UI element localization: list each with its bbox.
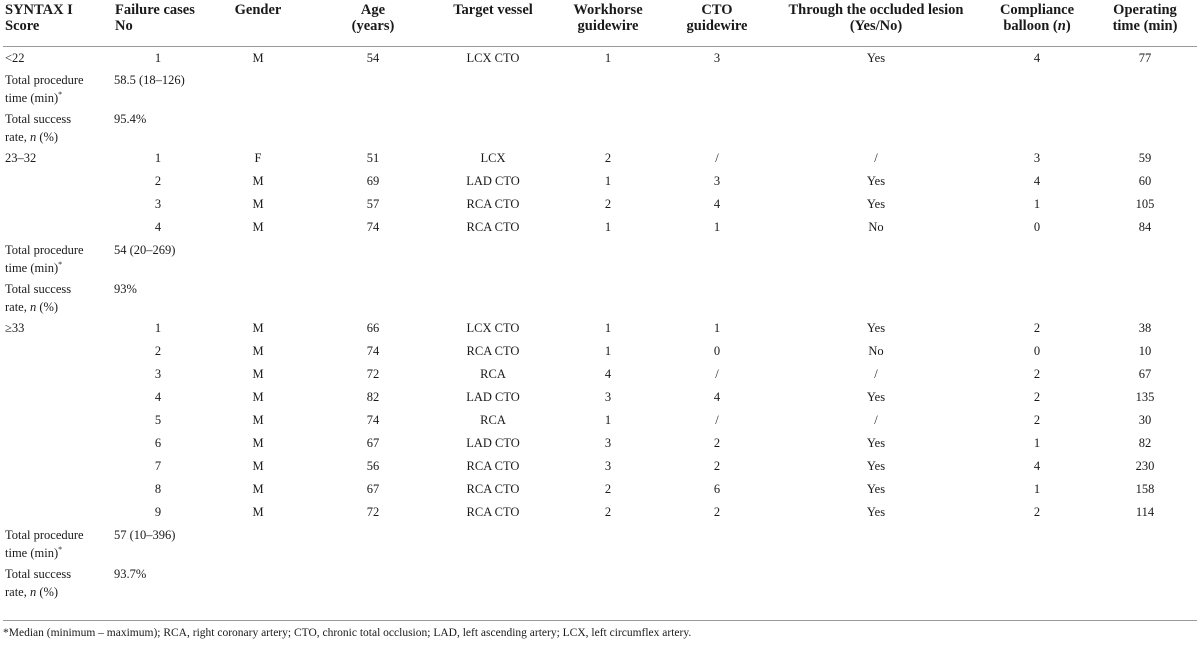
cell-cto-guidewire: / — [715, 367, 719, 381]
cell-case-no: 5 — [154, 413, 162, 427]
table-row — [3, 501, 1197, 524]
cell-syntax-score — [3, 363, 113, 386]
cell-age: 54 — [366, 50, 380, 65]
cell-syntax-score — [3, 216, 113, 239]
table-footnote: *Median (minimum – maximum); RCA, right coronary artery; CTO, chronic total occlusion; LAD, left ascending artery; LCX, left circumflex artery. — [3, 627, 692, 639]
results-table — [3, 0, 1197, 602]
cell-workhorse-guidewire: 3 — [604, 459, 612, 473]
cell-target-vessel: RCA CTO — [466, 197, 520, 211]
cell-operating-time: 114 — [1135, 505, 1155, 519]
cell-workhorse-guidewire: 3 — [604, 436, 612, 450]
summary-procedure-time-label: Total procedure time (min)* — [5, 528, 84, 560]
cell-through-lesion: Yes — [866, 459, 886, 473]
cell-syntax-score — [3, 432, 113, 455]
cell-through-lesion: Yes — [866, 390, 886, 404]
table-row — [3, 409, 1197, 432]
cell-syntax-score — [3, 193, 113, 216]
summary-procedure-time-row — [3, 69, 1197, 108]
table-row — [3, 317, 1197, 340]
cell-workhorse-guidewire: 2 — [604, 151, 612, 165]
cell-target-vessel: LAD CTO — [466, 436, 520, 450]
cell-case-no: 3 — [154, 197, 162, 211]
cell-through-lesion: Yes — [866, 505, 886, 519]
table-bottom-rule — [3, 620, 1197, 621]
cell-cto-guidewire: 2 — [713, 505, 721, 519]
cell-workhorse-guidewire: 3 — [604, 390, 612, 404]
cell-gender: M — [252, 390, 264, 404]
cell-operating-time: 82 — [1138, 436, 1152, 450]
cell-gender: M — [252, 436, 264, 450]
cell-compliance-balloon: 1 — [1033, 197, 1041, 211]
cell-target-vessel: RCA — [480, 367, 506, 381]
header-failure-cases: Failure cases No — [113, 0, 203, 46]
cell-gender: M — [252, 220, 264, 234]
header-workhorse-guidewire: Workhorse guidewire — [553, 0, 663, 46]
summary-procedure-time-value: 58.5 (18–126) — [114, 73, 185, 87]
cell-case-no: 3 — [154, 367, 162, 381]
cell-gender: F — [254, 151, 262, 165]
cell-cto-guidewire: 1 — [713, 220, 721, 234]
cell-case-no: 1 — [154, 50, 162, 65]
cell-gender: M — [252, 459, 264, 473]
cell-cto-guidewire: 0 — [713, 344, 721, 358]
cell-cto-guidewire: 2 — [713, 436, 721, 450]
cell-through-lesion: Yes — [866, 321, 886, 335]
cell-age: 74 — [366, 344, 380, 358]
cell-age: 82 — [366, 390, 380, 404]
summary-success-rate-label: Total success rate, n (%) — [5, 567, 72, 599]
summary-procedure-time-row — [3, 239, 1197, 278]
cell-workhorse-guidewire: 1 — [604, 321, 612, 335]
cell-case-no: 1 — [154, 321, 162, 335]
cell-through-lesion: Yes — [866, 174, 886, 188]
cell-compliance-balloon: 2 — [1033, 413, 1041, 427]
header-cto-guidewire: CTO guidewire — [663, 0, 771, 46]
cell-operating-time: 105 — [1135, 197, 1155, 211]
cell-cto-guidewire: 6 — [713, 482, 721, 496]
table-row — [3, 478, 1197, 501]
summary-procedure-time-value: 54 (20–269) — [114, 243, 176, 257]
cell-through-lesion: Yes — [866, 482, 886, 496]
cell-gender: M — [252, 197, 264, 211]
cell-operating-time: 60 — [1138, 174, 1152, 188]
cell-target-vessel: RCA CTO — [466, 459, 520, 473]
cell-case-no: 9 — [154, 505, 162, 519]
cell-target-vessel: LCX — [480, 151, 506, 165]
cell-age: 51 — [366, 151, 380, 165]
cell-through-lesion: Yes — [866, 197, 886, 211]
summary-procedure-time-value: 57 (10–396) — [114, 528, 176, 542]
header-age: Age (years) — [313, 0, 433, 46]
header-row — [3, 0, 1197, 46]
cell-syntax-score — [3, 340, 113, 363]
cell-syntax-score — [3, 386, 113, 409]
cell-gender: M — [252, 482, 264, 496]
cell-operating-time: 30 — [1138, 413, 1152, 427]
cell-operating-time: 158 — [1135, 482, 1155, 496]
cell-workhorse-guidewire: 1 — [604, 344, 612, 358]
cell-gender: M — [252, 344, 264, 358]
table-row — [3, 455, 1197, 478]
table-body — [3, 46, 1197, 602]
summary-success-rate-row — [3, 108, 1197, 147]
cell-through-lesion: / — [874, 367, 878, 381]
cell-compliance-balloon: 4 — [1033, 50, 1041, 65]
table-row — [3, 193, 1197, 216]
cell-workhorse-guidewire: 2 — [604, 505, 612, 519]
summary-success-rate-label: Total success rate, n (%) — [5, 112, 72, 144]
cell-gender: M — [252, 367, 264, 381]
table-row — [3, 170, 1197, 193]
table-row — [3, 147, 1197, 170]
cell-compliance-balloon: 4 — [1033, 459, 1041, 473]
cell-gender: M — [252, 505, 264, 519]
cell-syntax-score — [3, 409, 113, 432]
cell-age: 72 — [366, 505, 380, 519]
cell-operating-time: 77 — [1138, 50, 1152, 65]
cell-cto-guidewire: 2 — [713, 459, 721, 473]
header-target-vessel: Target vessel — [433, 0, 553, 46]
cell-operating-time: 230 — [1135, 459, 1155, 473]
cell-age: 67 — [366, 482, 380, 496]
cell-compliance-balloon: 2 — [1033, 390, 1041, 404]
cell-case-no: 7 — [154, 459, 162, 473]
cell-compliance-balloon: 2 — [1033, 367, 1041, 381]
cell-operating-time: 67 — [1138, 367, 1152, 381]
cell-target-vessel: LAD CTO — [466, 174, 520, 188]
cell-case-no: 2 — [154, 344, 162, 358]
cell-compliance-balloon: 0 — [1033, 344, 1041, 358]
cell-case-no: 4 — [154, 220, 162, 234]
cell-operating-time: 38 — [1138, 321, 1152, 335]
cell-case-no: 6 — [154, 436, 162, 450]
summary-success-rate-value: 93% — [114, 282, 137, 296]
cell-target-vessel: RCA CTO — [466, 344, 520, 358]
summary-success-rate-row — [3, 278, 1197, 317]
cell-age: 57 — [366, 197, 380, 211]
table-row — [3, 216, 1197, 239]
cell-syntax-score: 23–32 — [5, 151, 37, 165]
cell-target-vessel: LCX CTO — [466, 50, 520, 65]
cell-workhorse-guidewire: 1 — [604, 220, 612, 234]
cell-syntax-score: <22 — [5, 50, 25, 65]
cell-syntax-score — [3, 501, 113, 524]
cell-through-lesion: Yes — [866, 50, 886, 65]
cell-gender: M — [252, 50, 264, 65]
table-row — [3, 386, 1197, 409]
cell-operating-time: 59 — [1138, 151, 1152, 165]
cell-gender: M — [252, 413, 264, 427]
summary-success-rate-value: 93.7% — [114, 567, 147, 581]
cell-target-vessel: LCX CTO — [466, 321, 520, 335]
cell-target-vessel: RCA CTO — [466, 220, 520, 234]
table-row — [3, 340, 1197, 363]
cell-age: 72 — [366, 367, 380, 381]
cell-through-lesion: Yes — [866, 436, 886, 450]
cell-workhorse-guidewire: 2 — [604, 197, 612, 211]
cell-syntax-score: ≥33 — [5, 321, 25, 335]
cell-workhorse-guidewire: 2 — [604, 482, 612, 496]
table-row — [3, 46, 1197, 69]
summary-success-rate-value: 95.4% — [114, 112, 147, 126]
cell-target-vessel: RCA — [480, 413, 506, 427]
cell-target-vessel: RCA CTO — [466, 505, 520, 519]
summary-procedure-time-row — [3, 524, 1197, 563]
summary-success-rate-row — [3, 563, 1197, 602]
cell-cto-guidewire: 1 — [713, 321, 721, 335]
cell-cto-guidewire: / — [715, 151, 719, 165]
cell-compliance-balloon: 4 — [1033, 174, 1041, 188]
cell-gender: M — [252, 174, 264, 188]
cell-target-vessel: LAD CTO — [466, 390, 520, 404]
cell-operating-time: 10 — [1138, 344, 1152, 358]
cell-cto-guidewire: / — [715, 413, 719, 427]
cell-workhorse-guidewire: 1 — [604, 413, 612, 427]
cell-case-no: 4 — [154, 390, 162, 404]
summary-success-rate-label: Total success rate, n (%) — [5, 282, 72, 314]
summary-procedure-time-label: Total procedure time (min)* — [5, 73, 84, 105]
header-syntax-score: SYNTAX I Score — [3, 0, 113, 46]
cell-cto-guidewire: 4 — [713, 197, 721, 211]
cell-workhorse-guidewire: 1 — [604, 174, 612, 188]
cell-cto-guidewire: 3 — [713, 50, 721, 65]
cell-compliance-balloon: 1 — [1033, 436, 1041, 450]
cell-compliance-balloon: 2 — [1033, 321, 1041, 335]
cell-case-no: 8 — [154, 482, 162, 496]
cell-cto-guidewire: 3 — [713, 174, 721, 188]
cell-age: 74 — [366, 413, 380, 427]
cell-workhorse-guidewire: 4 — [604, 367, 612, 381]
cell-age: 56 — [366, 459, 380, 473]
cell-compliance-balloon: 0 — [1033, 220, 1041, 234]
cell-compliance-balloon: 1 — [1033, 482, 1041, 496]
header-compliance-balloon: Compliance balloon (n) — [981, 0, 1093, 46]
cell-age: 66 — [366, 321, 380, 335]
cell-age: 69 — [366, 174, 380, 188]
cell-through-lesion: / — [874, 413, 878, 427]
cell-through-lesion: No — [868, 220, 884, 234]
header-through-lesion: Through the occluded lesion (Yes/No) — [771, 0, 981, 46]
cell-compliance-balloon: 3 — [1033, 151, 1041, 165]
cell-age: 74 — [366, 220, 380, 234]
cell-cto-guidewire: 4 — [713, 390, 721, 404]
table-row — [3, 432, 1197, 455]
cell-operating-time: 135 — [1135, 390, 1155, 404]
cell-case-no: 2 — [154, 174, 162, 188]
cell-age: 67 — [366, 436, 380, 450]
cell-syntax-score — [3, 478, 113, 501]
cell-workhorse-guidewire: 1 — [604, 50, 612, 65]
table-row — [3, 363, 1197, 386]
cell-target-vessel: RCA CTO — [466, 482, 520, 496]
cell-case-no: 1 — [154, 151, 162, 165]
cell-compliance-balloon: 2 — [1033, 505, 1041, 519]
cell-gender: M — [252, 321, 264, 335]
header-operating-time: Operating time (min) — [1093, 0, 1197, 46]
cell-through-lesion: No — [868, 344, 884, 358]
cell-through-lesion: / — [874, 151, 878, 165]
cell-operating-time: 84 — [1138, 220, 1152, 234]
summary-procedure-time-label: Total procedure time (min)* — [5, 243, 84, 275]
header-gender: Gender — [203, 0, 313, 46]
cell-syntax-score — [3, 455, 113, 478]
cell-syntax-score — [3, 170, 113, 193]
